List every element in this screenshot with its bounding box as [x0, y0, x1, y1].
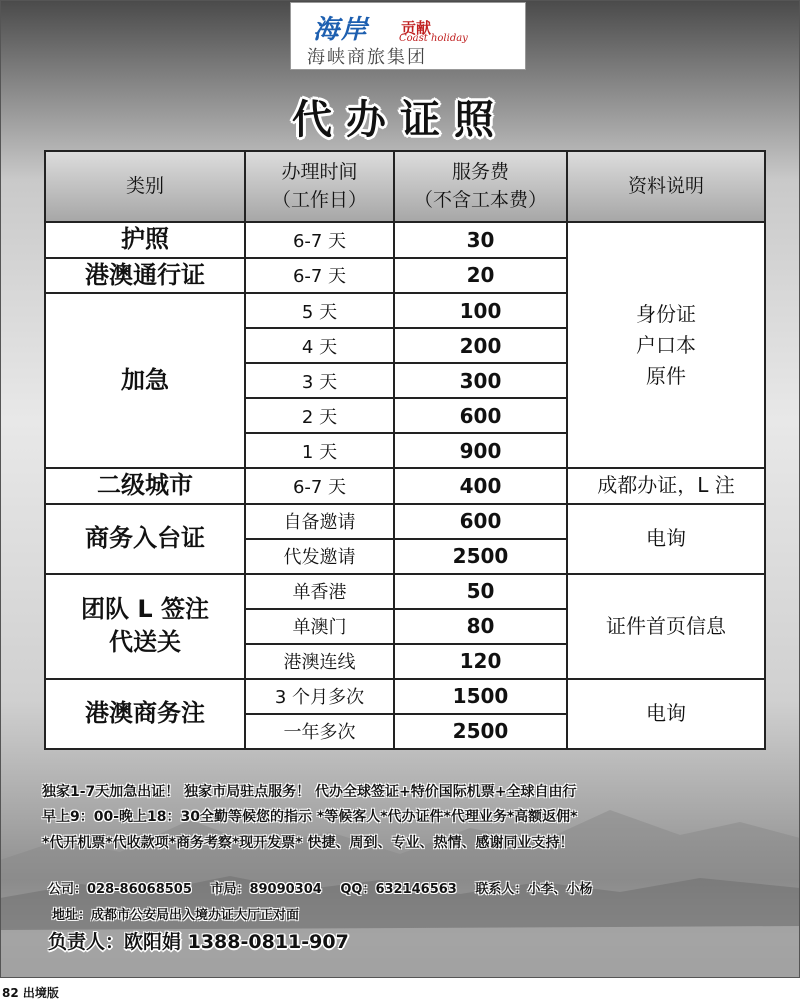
documents-cell: 电询	[567, 504, 765, 574]
category-cell: 护照	[45, 222, 245, 258]
fee-cell: 2500	[394, 714, 567, 749]
page-footer: 82 出境版	[2, 986, 59, 1000]
table-header-row	[45, 151, 765, 222]
days-cell: 港澳连线	[245, 644, 394, 679]
fee-cell: 120	[394, 644, 567, 679]
contact-line	[48, 878, 606, 897]
days-cell: 自备邀请	[245, 504, 394, 539]
category-cell: 港澳通行证	[45, 258, 245, 294]
category-cell: 港澳商务注	[45, 679, 245, 749]
days-cell: 3 个月多次	[245, 679, 394, 714]
table-row	[45, 222, 765, 258]
fee-cell: 1500	[394, 679, 567, 714]
fee-cell: 2500	[394, 539, 567, 574]
fee-cell: 600	[394, 504, 567, 539]
table-row	[45, 574, 765, 609]
category-cell: 商务入台证	[45, 504, 245, 574]
header-documents: 资料说明	[567, 151, 765, 222]
service-fee-table	[44, 150, 766, 750]
header-service-fee: 服务费 （不含工本费）	[394, 151, 567, 222]
manager-line: 负责人：欧阳娟 1388-0811-907	[48, 931, 349, 953]
company-phone: 公司：028-86068505	[48, 882, 192, 897]
header-category: 类别	[45, 151, 245, 222]
contact-person: 联系人：小李、小杨	[475, 882, 593, 897]
documents-cell: 证件首页信息	[567, 574, 765, 679]
documents-cell: 身份证 户口本 原件	[567, 222, 765, 468]
notice-line: *代开机票*代收款项*商务考察*现开发票* 快捷、周到、专业、热情、感谢同业支持！	[42, 834, 574, 851]
fee-cell: 200	[394, 328, 567, 363]
days-cell: 6-7 天	[245, 222, 394, 258]
company-logo	[290, 2, 526, 70]
days-cell: 代发邀请	[245, 539, 394, 574]
days-cell: 1 天	[245, 433, 394, 468]
documents-cell: 电询	[567, 679, 765, 749]
address: 地址：成都市公安局出入境办证大厅正对面	[52, 908, 300, 923]
logo-main-text: 海岸	[313, 15, 370, 45]
documents-cell: 成都办证，L 注	[567, 468, 765, 504]
qq-number: QQ：632146563	[340, 882, 457, 897]
days-cell: 6-7 天	[245, 258, 394, 294]
promo-notice	[42, 780, 778, 856]
fee-cell: 300	[394, 363, 567, 398]
days-cell: 6-7 天	[245, 468, 394, 504]
days-cell: 单澳门	[245, 609, 394, 644]
category-cell: 加急	[45, 293, 245, 468]
fee-cell: 400	[394, 468, 567, 504]
fee-cell: 900	[394, 433, 567, 468]
header-processing-time: 办理时间 （工作日）	[245, 151, 394, 222]
logo-group-name: 海峡商旅集团	[307, 47, 427, 68]
days-cell: 3 天	[245, 363, 394, 398]
notice-line: 独家1-7天加急出证！ 独家市局驻点服务！ 代办全球签证+特价国际机票+全球自由行	[42, 784, 577, 800]
fee-cell: 80	[394, 609, 567, 644]
bureau-phone: 市局：89090304	[210, 882, 322, 897]
days-cell: 2 天	[245, 398, 394, 433]
fee-cell: 20	[394, 258, 567, 294]
logo-sub-text: 贡献	[401, 19, 432, 37]
fee-cell: 600	[394, 398, 567, 433]
page-title: 代办证照	[292, 97, 508, 143]
days-cell: 5 天	[245, 293, 394, 328]
fee-cell: 50	[394, 574, 567, 609]
address-line	[52, 904, 313, 923]
table-row	[45, 468, 765, 504]
logo-english-text: Coast holiday	[399, 33, 468, 44]
fee-cell: 100	[394, 293, 567, 328]
days-cell: 一年多次	[245, 714, 394, 749]
category-cell: 团队 L 签注 代送关	[45, 574, 245, 679]
category-cell: 二级城市	[45, 468, 245, 504]
days-cell: 单香港	[245, 574, 394, 609]
days-cell: 4 天	[245, 328, 394, 363]
notice-line: 早上9：00-晚上18：30全勤等候您的指示 *等候客人*代办证件*代理业务*高额返佣*	[42, 809, 578, 826]
table-row	[45, 679, 765, 714]
table-row	[45, 504, 765, 539]
fee-cell: 30	[394, 222, 567, 258]
